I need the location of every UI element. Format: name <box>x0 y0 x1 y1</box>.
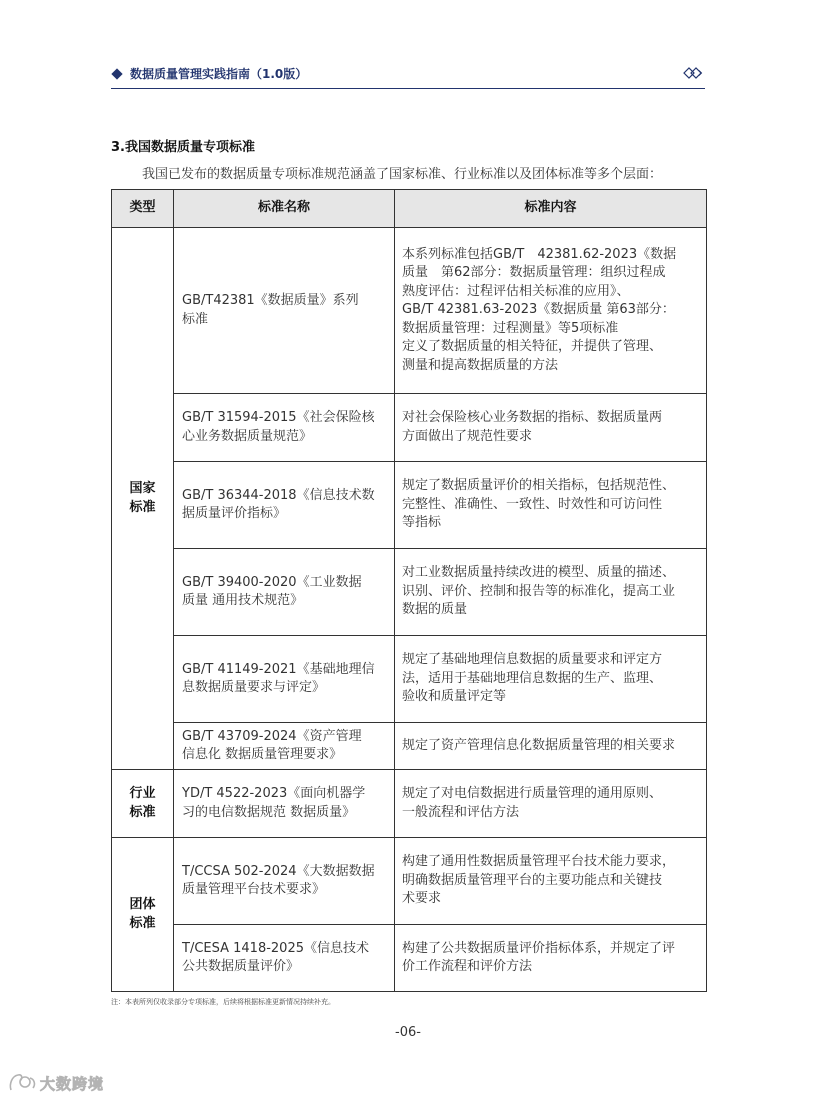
table-header-row <box>112 190 707 228</box>
header-standard-content: 标准内容 <box>395 190 707 228</box>
table-footnote: 注：本表所列仅收录部分专项标准，后续将根据标准更新情况持续补充。 <box>111 998 335 1006</box>
page-number: -06- <box>395 1025 421 1040</box>
table-row <box>112 770 707 838</box>
standard-content: 规定了基础地理信息数据的质量要求和评定方 法，适用于基础地理信息数据的生产、监理、 验收和质量评定等 <box>395 636 707 723</box>
standard-name: T/CESA 1418-2025《信息技术 公共数据质量评价》 <box>174 925 395 992</box>
standard-content: 对社会保险核心业务数据的指标、数据质量两 方面做出了规范性要求 <box>395 394 707 462</box>
standard-content: 本系列标准包括GB/T 42381.62-2023《数据 质量 第62部分：数据质量管理：组织过程成 熟度评估：过程评估相关标准的应用》、 GB/T 42381.63-2023《数据质量 第63部分： 数据质量管理：过程测量》等5项标准 定义了数据质量的相关特征，并提供了管理、 测量和提高数据质量的方法 <box>395 228 707 394</box>
diamond-bullet-icon <box>111 68 122 79</box>
category-national: 国家 标准 <box>112 228 174 770</box>
standard-content: 规定了对电信数据进行质量管理的通用原则、 一般流程和评估方法 <box>395 770 707 838</box>
diamond-logo-icon <box>683 66 705 80</box>
category-group: 团体 标准 <box>112 838 174 992</box>
standard-name: GB/T42381《数据质量》系列 标准 <box>174 228 395 394</box>
category-industry: 行业 标准 <box>112 770 174 838</box>
intro-paragraph: 我国已发布的数据质量专项标准规范涵盖了国家标准、行业标准以及团体标准等多个层面： <box>142 167 663 182</box>
table-row <box>112 549 707 636</box>
standard-content: 对工业数据质量持续改进的模型、质量的描述、 识别、评价、控制和报告等的标准化，提高工业 数据的质量 <box>395 549 707 636</box>
header-type: 类型 <box>112 190 174 228</box>
standard-content: 构建了公共数据质量评价指标体系，并规定了评 价工作流程和评价方法 <box>395 925 707 992</box>
table-row <box>112 838 707 925</box>
document-title: 数据质量管理实践指南（1.0版） <box>130 67 308 81</box>
standard-content: 规定了资产管理信息化数据质量管理的相关要求 <box>395 723 707 770</box>
table-row <box>112 462 707 549</box>
standards-table <box>111 189 707 992</box>
table-row <box>112 228 707 394</box>
standard-name: YD/T 4522-2023《面向机器学 习的电信数据规范 数据质量》 <box>174 770 395 838</box>
header-standard-name: 标准名称 <box>174 190 395 228</box>
standard-name: GB/T 39400-2020《工业数据 质量 通用技术规范》 <box>174 549 395 636</box>
watermark-logo-icon <box>8 1072 38 1094</box>
standard-name: T/CCSA 502-2024《大数据数据 质量管理平台技术要求》 <box>174 838 395 925</box>
watermark <box>8 1072 104 1094</box>
table-row <box>112 925 707 992</box>
section-title: 3.我国数据质量专项标准 <box>111 140 255 155</box>
table-row <box>112 394 707 462</box>
standard-name: GB/T 31594-2015《社会保险核 心业务数据质量规范》 <box>174 394 395 462</box>
standard-content: 规定了数据质量评价的相关指标，包括规范性、 完整性、准确性、一致性、时效性和可访问性 等指标 <box>395 462 707 549</box>
standard-content: 构建了通用性数据质量管理平台技术能力要求， 明确数据质量管理平台的主要功能点和关键技 术要求 <box>395 838 707 925</box>
page-header <box>111 62 705 89</box>
standard-name: GB/T 41149-2021《基础地理信 息数据质量要求与评定》 <box>174 636 395 723</box>
table-row <box>112 636 707 723</box>
table-row <box>112 723 707 770</box>
watermark-text: 大数跨境 <box>40 1074 105 1093</box>
standard-name: GB/T 36344-2018《信息技术数 据质量评价指标》 <box>174 462 395 549</box>
standard-name: GB/T 43709-2024《资产管理 信息化 数据质量管理要求》 <box>174 723 395 770</box>
